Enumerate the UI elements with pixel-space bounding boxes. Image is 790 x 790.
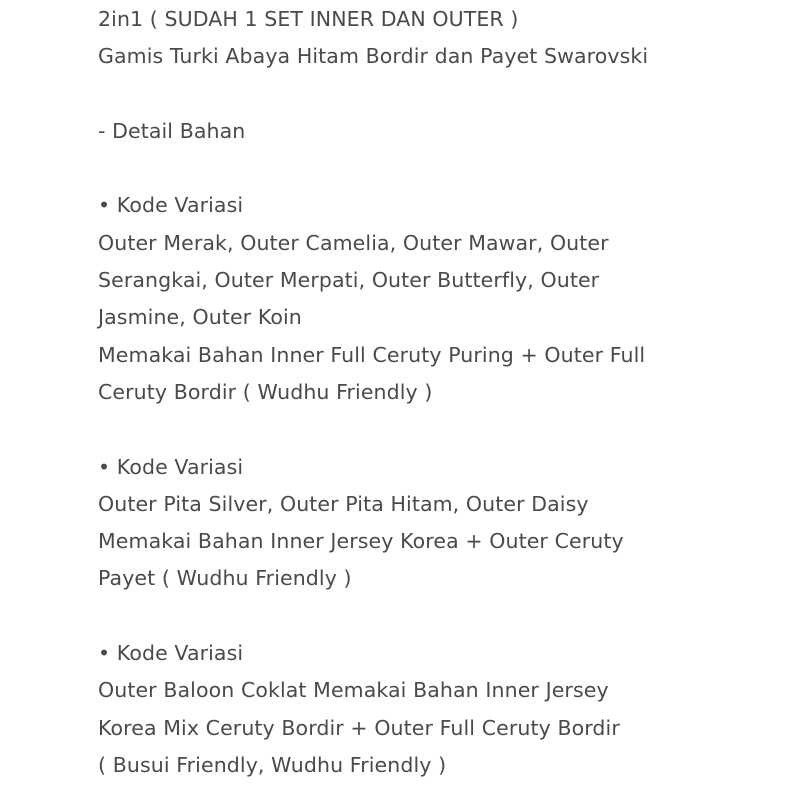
section-2-line: Outer Pita Silver, Outer Pita Hitam, Outer Daisy	[98, 491, 589, 516]
blank-line	[98, 414, 648, 451]
section-3-line: Korea Mix Ceruty Bordir + Outer Full Ceruty Bordir	[98, 715, 620, 740]
section-3-line: Outer Baloon Coklat Memakai Bahan Inner Jersey	[98, 678, 609, 703]
section-1-line: Ceruty Bordir ( Wudhu Friendly )	[98, 379, 433, 404]
section-1-line: Outer Merak, Outer Camelia, Outer Mawar, Outer	[98, 230, 609, 255]
header-line-1: 2in1 ( SUDAH 1 SET INNER DAN OUTER )	[98, 7, 519, 31]
section-2-heading: • Kode Variasi	[98, 454, 244, 479]
section-1-line: Memakai Bahan Inner Full Ceruty Puring + Outer Full	[98, 342, 646, 367]
section-3-heading: • Kode Variasi	[98, 641, 244, 666]
header-line-2: Gamis Turki Abaya Hitam Bordir dan Payet Swarovski	[98, 44, 649, 69]
blank-line	[98, 79, 648, 116]
blank-line	[98, 601, 648, 638]
section-2-line: Payet ( Wudhu Friendly )	[98, 566, 352, 591]
section-2-line: Memakai Bahan Inner Jersey Korea + Outer Ceruty	[98, 529, 624, 554]
detail-heading: - Detail Bahan	[98, 118, 246, 143]
section-1-heading: • Kode Variasi	[98, 193, 244, 218]
blank-line	[98, 153, 648, 190]
section-3-line: ( Busui Friendly, Wudhu Friendly )	[98, 752, 447, 777]
product-description-text	[98, 4, 648, 787]
section-1-line: Serangkai, Outer Merpati, Outer Butterfly, Outer	[98, 268, 600, 293]
section-1-line: Jasmine, Outer Koin	[98, 305, 302, 330]
